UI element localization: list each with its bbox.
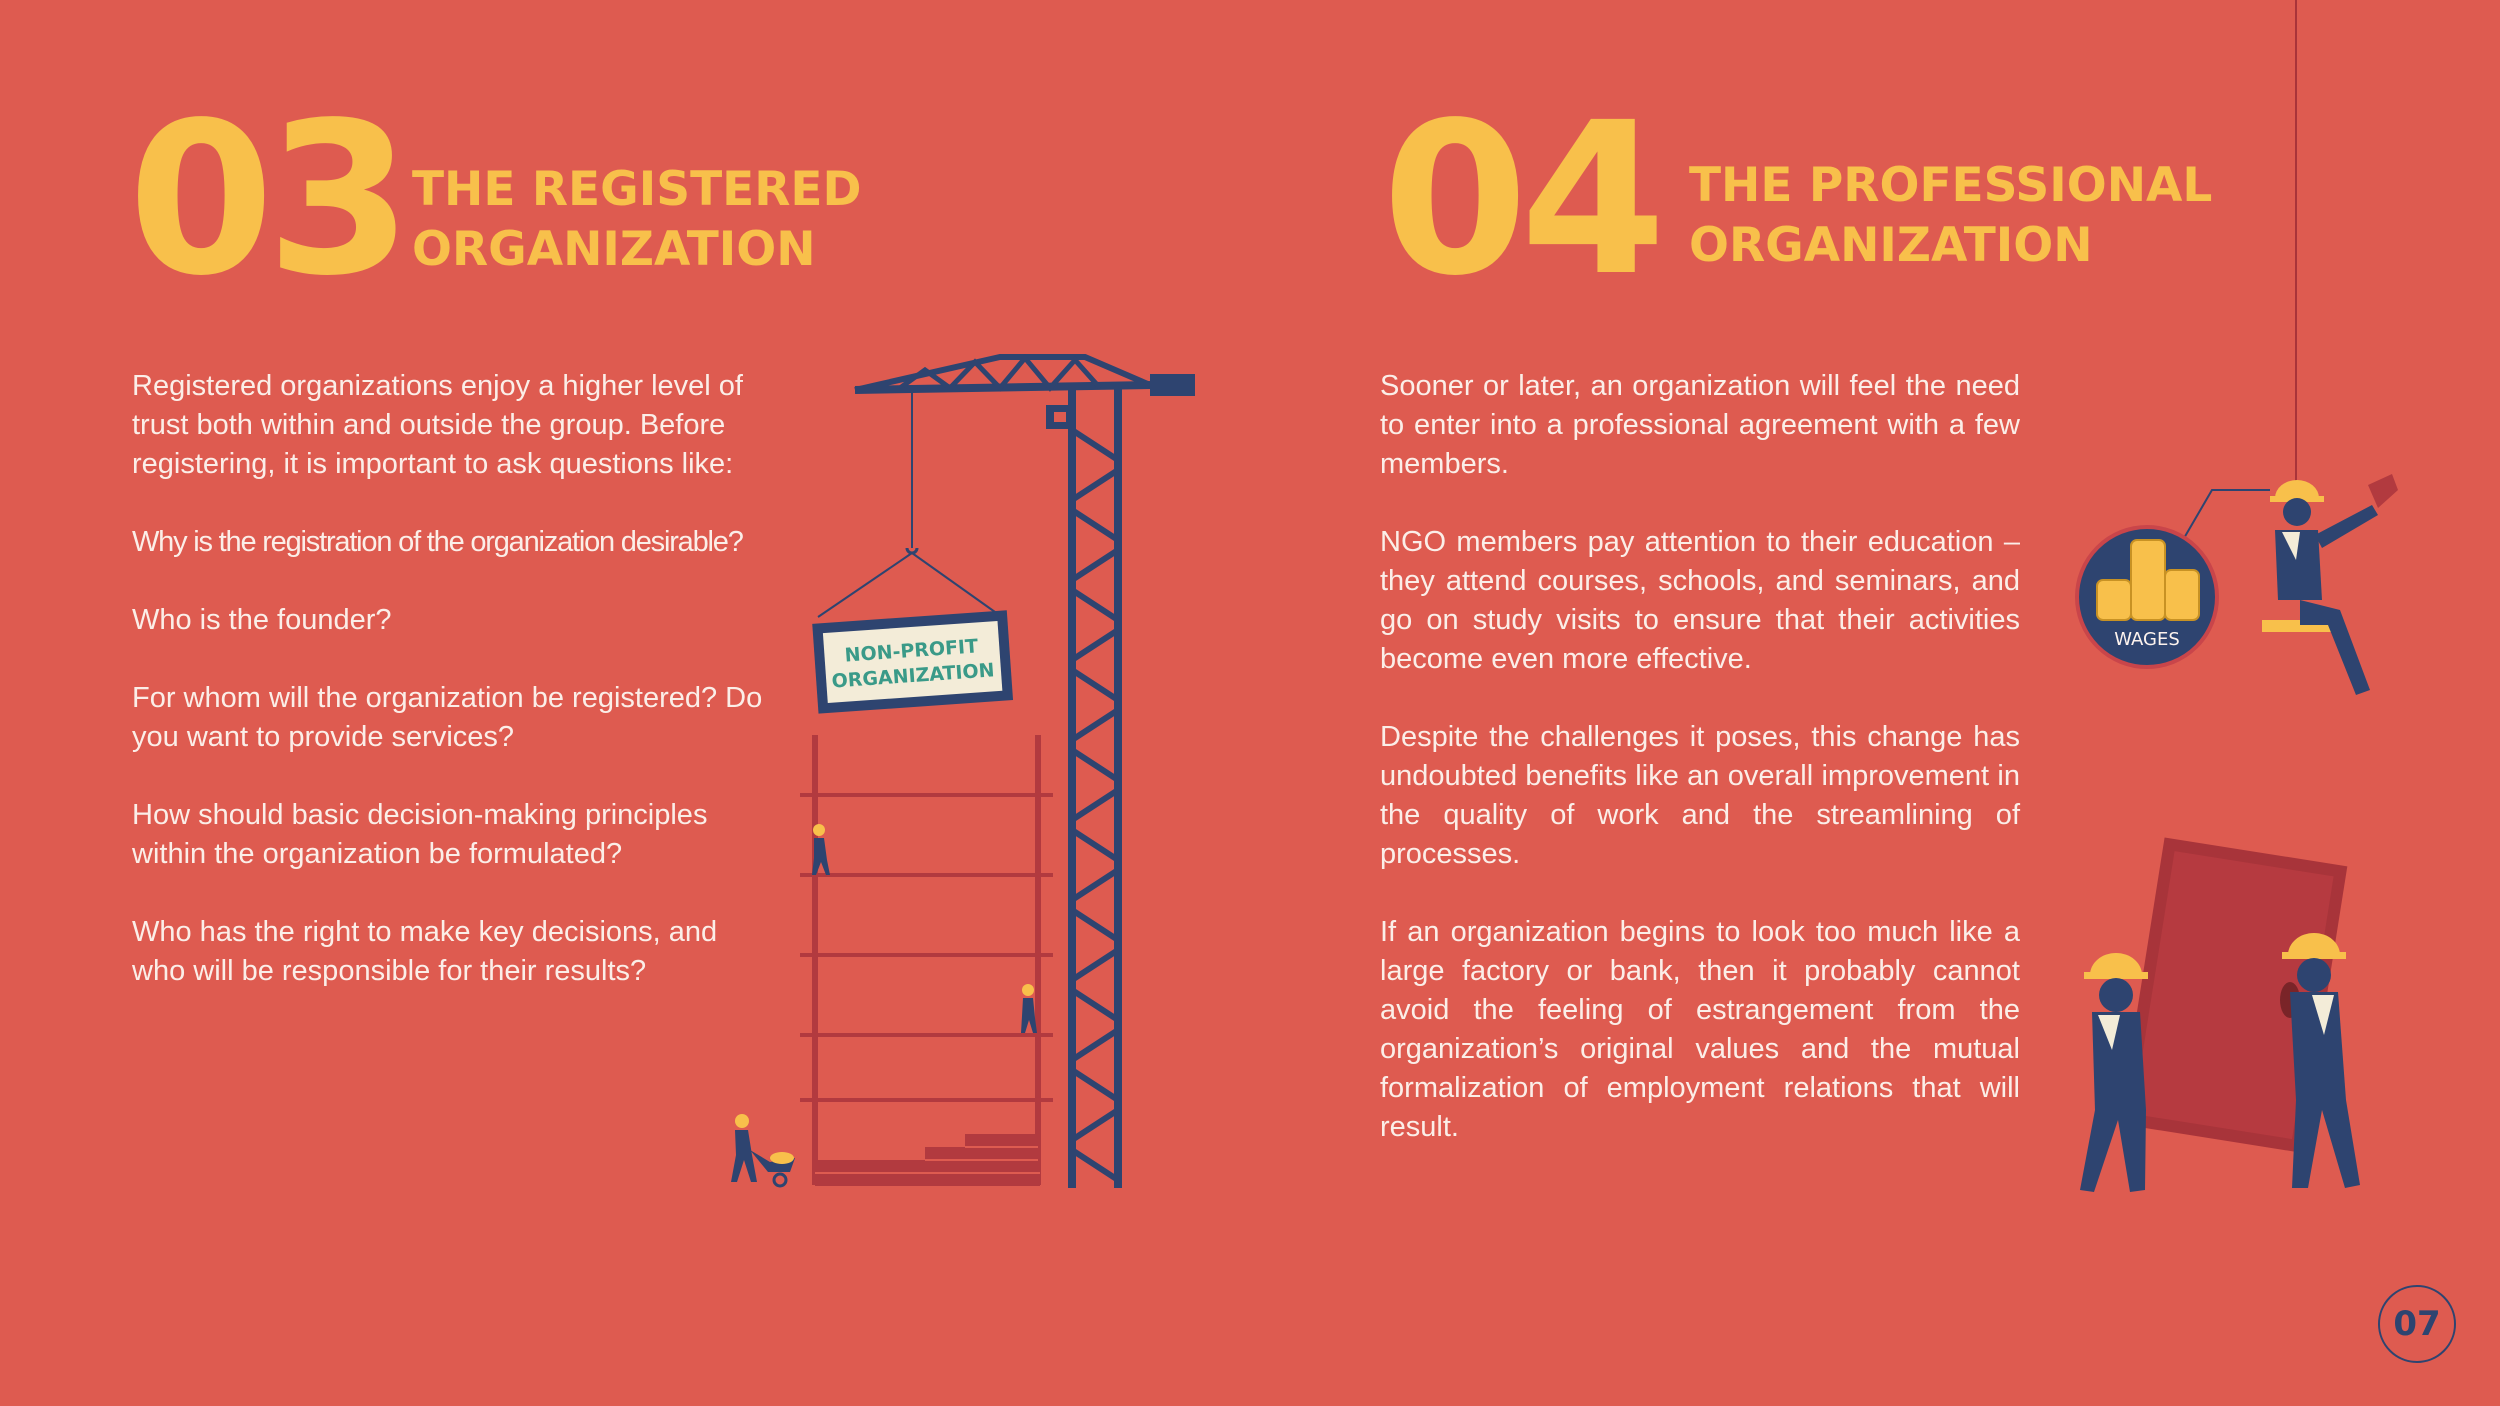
wages-illustration [2060,0,2440,720]
workers-carrying-panel [2040,820,2420,1200]
section-3-question: Why is the registration of the organization desirable? [132,526,743,558]
section-3-paragraph: Registered organizations enjoy a higher level of trust both within and outside the group. Before registering, it is important to ask questions like: [132,370,743,480]
worker-figure [1021,984,1037,1033]
painter-worker [2262,474,2398,695]
section-3-question: For whom will the organization be registered? Do you want to provide services? [132,682,763,753]
section-4-paragraph: If an organization begins to look too much like a large factory or bank, then it probably cannot avoid the feeling of estrangement from the organization’s original values and the mutual formalization of employment relations that will result. [1380,916,2020,1143]
section-3-title-line-2: ORGANIZATION [412,222,816,277]
section-3-question: Who is the founder? [132,604,392,636]
crane-jib [855,357,1150,390]
section-3-title [412,160,862,280]
section-4-paragraph: NGO members pay attention to their education – they attend courses, schools, and seminars, and go on study visits to ensure that their activities become even more effective. [1380,526,2020,675]
wages-label: WAGES [2114,629,2180,650]
section-3-question: How should basic decision-making principles within the organization be formulated? [132,799,708,870]
section-4-title-line-2: ORGANIZATION [1689,218,2093,273]
section-4-number: 04 [1382,77,1659,322]
section-4-title-line-1: THE PROFESSIONAL [1689,158,2213,213]
sign-text-line-1: NON-PROFIT [843,635,979,667]
section-3-body [132,367,772,1030]
section-3-title-line-1: THE REGISTERED [412,162,862,217]
section-3-question: Who has the right to make key decisions, and who will be responsible for their results? [132,916,718,987]
worker-with-wheelbarrow [731,1114,795,1186]
section-4-paragraph: Sooner or later, an organization will feel the need to enter into a professional agreement with a few members. [1380,370,2020,480]
sign-text-line-2: ORGANIZATION [830,659,996,693]
worker-left [2080,953,2148,1192]
scaffolding [800,735,1053,1185]
worker-figure [812,824,830,875]
crane-illustration [700,340,1220,1200]
page-number: 07 [2378,1285,2456,1363]
section-4-paragraph: Despite the challenges it poses, this change has undoubted benefits like an overall improvement in the quality of work and the streamlining of processes. [1380,721,2020,870]
section-3-number: 03 [128,77,405,322]
section-4-body [1380,367,2020,1186]
crane-tower [1072,385,1118,1188]
